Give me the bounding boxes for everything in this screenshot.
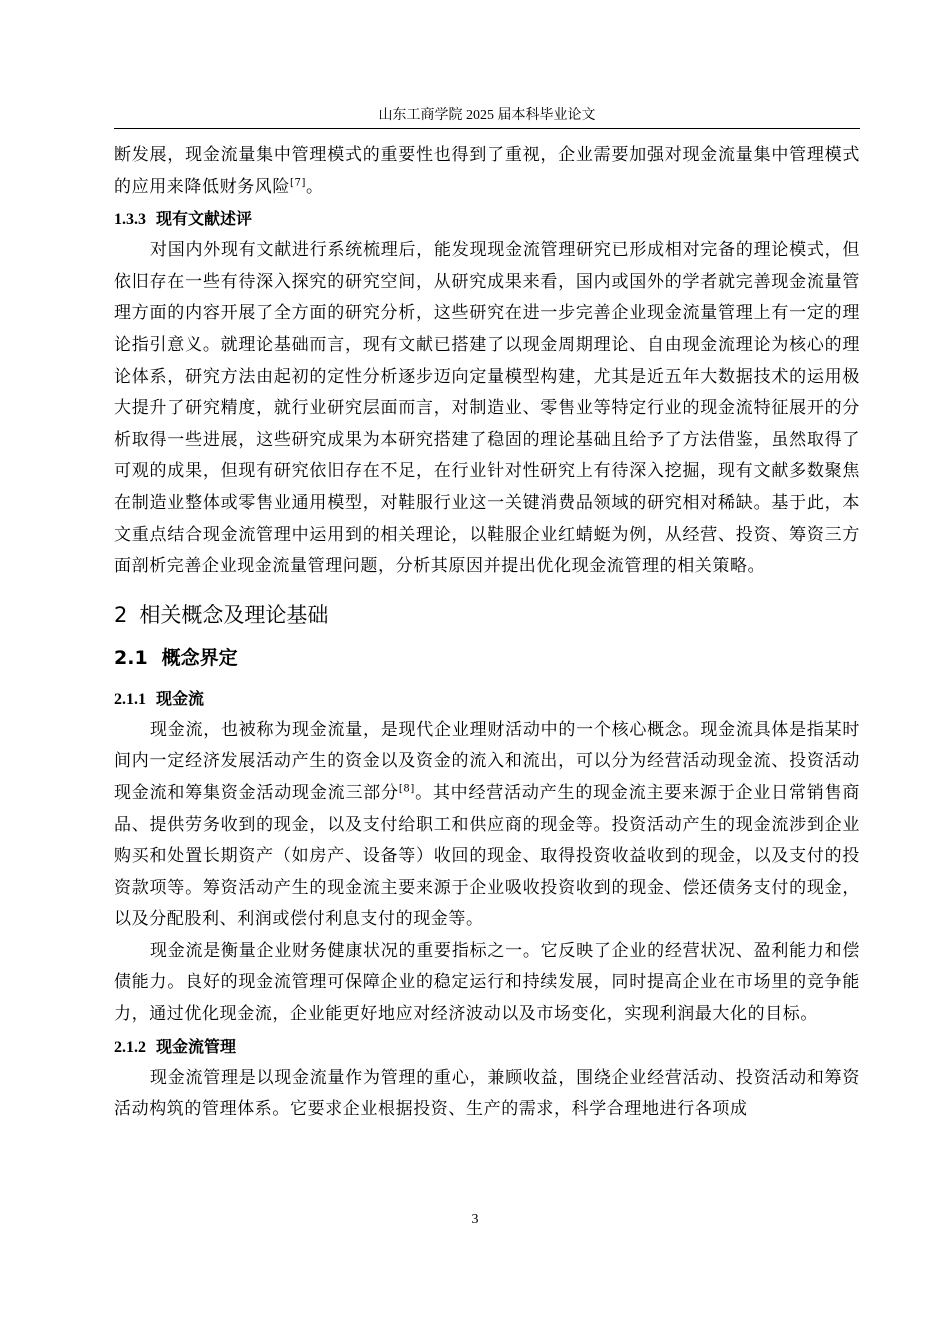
page-number: 3 bbox=[471, 1212, 479, 1227]
section-heading-2-1 bbox=[114, 639, 860, 677]
paragraph-cash-flow-definition bbox=[114, 715, 860, 936]
section-heading-1-3-3 bbox=[114, 205, 860, 235]
heading-text: 相关概念及理论基础 bbox=[139, 602, 329, 627]
chapter-heading-2 bbox=[114, 595, 860, 635]
heading-number: 2 bbox=[114, 602, 128, 627]
paragraph-continuation bbox=[114, 140, 860, 203]
paragraph-literature-review: 对国内外现有文献进行系统梳理后，能发现现金流管理研究已形成相对完备的理论模式，但依旧存在一些有待深入探究的研究空间，从研究成果来看，国内或国外的学者就完善现金流量管理方面的内容开展了全方面的研究分析，这些研究在进一步完善企业现金流量管理上有一定的理论指引意义。就理论基础而言，现有文献已搭建了以现金周期理论、自由现金流理论为核心的理论体系，研究方法由起初的定性分析逐步迈向定量模型构建，尤其是近五年大数据技术的运用极大提升了研究精度，就行业研究层面而言，对制造业、零售业等特定行业的现金流特征展开的分析取得一些进展，这些研究成果为本研究搭建了稳固的理论基础且给予了方法借鉴，虽然取得了可观的成果，但现有研究依旧存在不足，在行业针对性研究上有待深入挖掘，现有文献多数聚焦在制造业整体或零售业通用模型，对鞋服行业这一关键消费品领域的研究相对稀缺。基于此，本文重点结合现金流管理中运用到的相关理论，以鞋服企业红蜻蜓为例，从经营、投资、筹资三方面剖析完善企业现金流量管理问题，分析其原因并提出优化现金流管理的相关策略。 bbox=[114, 240, 860, 577]
page-body bbox=[114, 140, 860, 1126]
section-heading-2-1-2 bbox=[114, 1033, 860, 1063]
paragraph-text: 现金流，也被称为现金流量，是现代企业理财活动中的一个核心概念。现金流具体是指某时间内一定经济发展活动产生的资金以及资金的流入和流出，可以分为经营活动现金流、投资活动现金流和筹集资金活动现金流三部分 bbox=[114, 719, 860, 803]
citation-mark: [8] bbox=[398, 783, 415, 795]
running-header: 山东工商学院 2025 届本科毕业论文 bbox=[114, 106, 860, 129]
heading-text: 概念界定 bbox=[161, 646, 238, 669]
heading-text: 现金流 bbox=[156, 690, 205, 708]
paragraph-cash-flow-management: 现金流管理是以现金流量作为管理的重心，兼顾收益，围绕企业经营活动、投资活动和筹资活动构筑的管理体系。它要求企业根据投资、生产的需求，科学合理地进行各项成 bbox=[114, 1067, 860, 1120]
heading-number: 1.3.3 bbox=[114, 211, 146, 229]
section-heading-2-1-1 bbox=[114, 685, 860, 715]
paragraph-text: 断发展，现金流量集中管理模式的重要性也得到了重视，企业需要加强对现金流量集中管理模式的应用来降低财务风险 bbox=[114, 145, 860, 197]
heading-number: 2.1.1 bbox=[114, 690, 146, 708]
paragraph-tail: 。 bbox=[305, 176, 324, 197]
heading-number: 2.1 bbox=[114, 646, 148, 669]
heading-number: 2.1.2 bbox=[114, 1038, 146, 1056]
heading-text: 现金流管理 bbox=[156, 1038, 237, 1056]
paragraph-cash-flow-importance: 现金流是衡量企业财务健康状况的重要指标之一。它反映了企业的经营状况、盈利能力和偿债能力。良好的现金流管理可保障企业的稳定运行和持续发展，同时提高企业在市场里的竞争能力，通过优化现金流，企业能更好地应对经济波动以及市场变化，实现利润最大化的目标。 bbox=[114, 940, 860, 1025]
heading-text: 现有文献述评 bbox=[156, 211, 253, 229]
citation-mark: [7] bbox=[290, 176, 306, 188]
paragraph-tail: 。其中经营活动产生的现金流主要来源于企业日常销售商品、提供劳务收到的现金，以及支付给职工和供应商的现金等。投资活动产生的现金流涉到企业购买和处置长期资产（如房产、设备等）收回的现金、取得投资收益收到的现金，以及支付的投资款项等。筹资活动产生的现金流主要来源于企业吸收投资收到的现金、偿还债务支付的现金，以及分配股利、利润或偿付利息支付的现金等。 bbox=[114, 782, 860, 930]
